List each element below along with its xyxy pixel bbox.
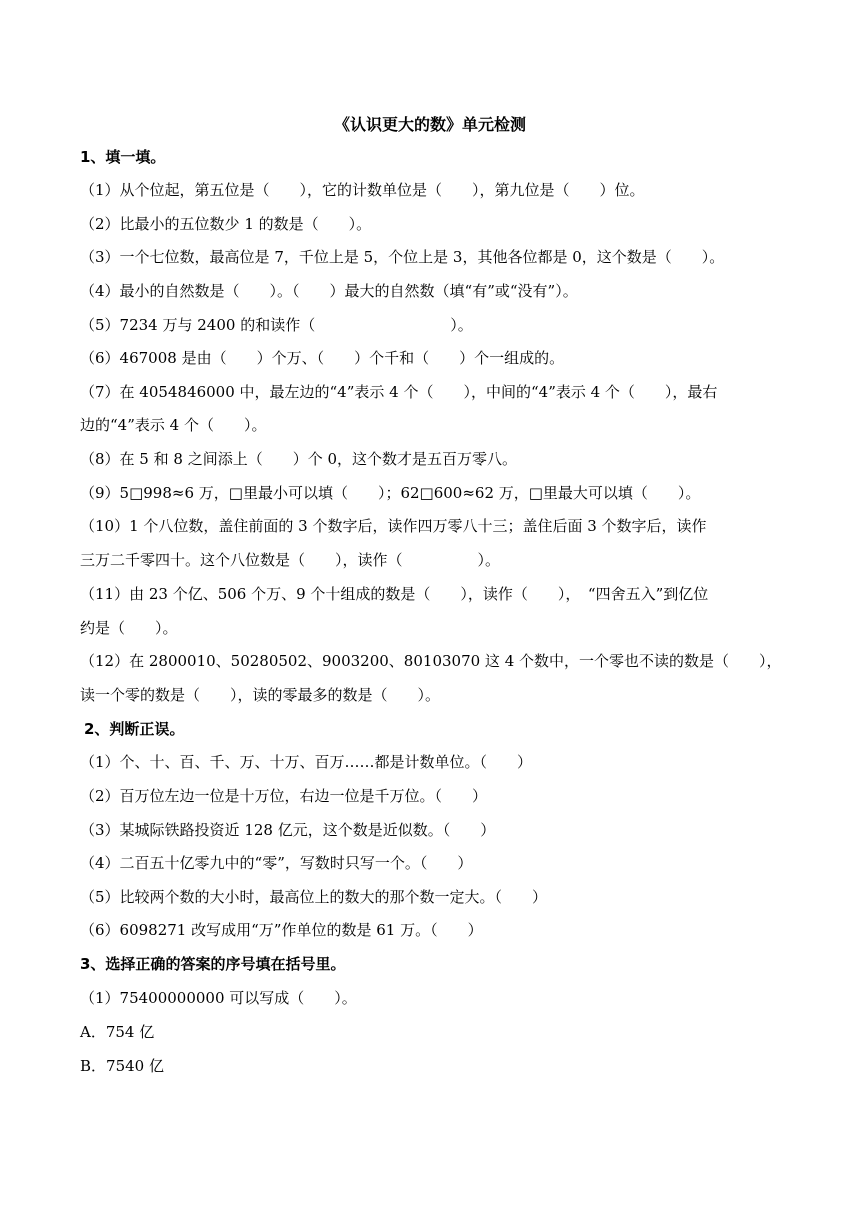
- question-line: （6）6098271 改写成用“万”作单位的数是 61 万。（ ）: [80, 921, 483, 939]
- section1-heading: 1、填一填。: [80, 148, 166, 166]
- page-title: 《认识更大的数》单元检测: [333, 115, 526, 134]
- question-line: （5）比较两个数的大小时，最高位上的数大的那个数一定大。（ ）: [80, 888, 548, 906]
- question-line: （3）一个七位数，最高位是 7，千位上是 5，个位上是 3，其他各位都是 0，这个数是（ ）。: [80, 248, 725, 266]
- question-line: （11）由 23 个亿、506 个万、9 个十组成的数是（ ），读作（ ）， “四舍五入”到亿位: [80, 585, 709, 603]
- question-line: （2）百万位左边一位是十万位，右边一位是千万位。（ ）: [80, 787, 488, 805]
- question-line: （5）7234 万与 2400 的和读作（ ）。: [80, 316, 473, 334]
- question-line: （6）467008 是由（ ）个万、（ ）个千和（ ）个一组成的。: [80, 349, 565, 367]
- question-line: 读一个零的数是（ ），读的零最多的数是（ ）。: [80, 686, 441, 704]
- question-line: 约是（ ）。: [80, 619, 178, 637]
- question-line: （1）从个位起，第五位是（ ），它的计数单位是（ ），第九位是（ ）位。: [80, 181, 645, 199]
- question-line: 边的“4”表示 4 个（ ）。: [80, 416, 267, 434]
- question-line: （3）某城际铁路投资近 128 亿元，这个数是近似数。（ ）: [80, 821, 496, 839]
- question-line: （10）1 个八位数，盖住前面的 3 个数字后，读作四万零八十三；盖住后面 3 个数字后，读作: [80, 517, 707, 535]
- question-line: （4）最小的自然数是（ ）。（ ）最大的自然数（填“有”或“没有”）。: [80, 282, 578, 300]
- question-line: （9）5□998≈6 万，□里最小可以填（ ）；62□600≈62 万，□里最大可以填（ ）。: [80, 484, 701, 502]
- question-line: （4）二百五十亿零九中的“零”，写数时只写一个。（ ）: [80, 854, 473, 872]
- section2-heading: 2、判断正误。: [84, 720, 185, 738]
- question-line: （8）在 5 和 8 之间添上（ ）个 0，这个数才是五百万零八。: [80, 450, 518, 468]
- section3-heading: 3、选择正确的答案的序号填在括号里。: [80, 955, 346, 973]
- question-line: 三万二千零四十。这个八位数是（ ），读作（ ）。: [80, 551, 501, 569]
- question-line: （2）比最小的五位数少 1 的数是（ ）。: [80, 215, 372, 233]
- question-line: （7）在 4054846000 中，最左边的“4”表示 4 个（ ），中间的“4”表示 4 个（ ），最右: [80, 383, 718, 401]
- question-line: （1）75400000000 可以写成（ ）。: [80, 989, 357, 1007]
- choice-option-b: B．7540 亿: [80, 1057, 164, 1075]
- choice-option-a: A．754 亿: [80, 1023, 155, 1041]
- question-line: （1）个、十、百、千、万、十万、百万……都是计数单位。（ ）: [80, 753, 533, 771]
- question-line: （12）在 2800010、50280502、9003200、80103070 这 4 个数中，一个零也不读的数是（ ），: [80, 652, 782, 670]
